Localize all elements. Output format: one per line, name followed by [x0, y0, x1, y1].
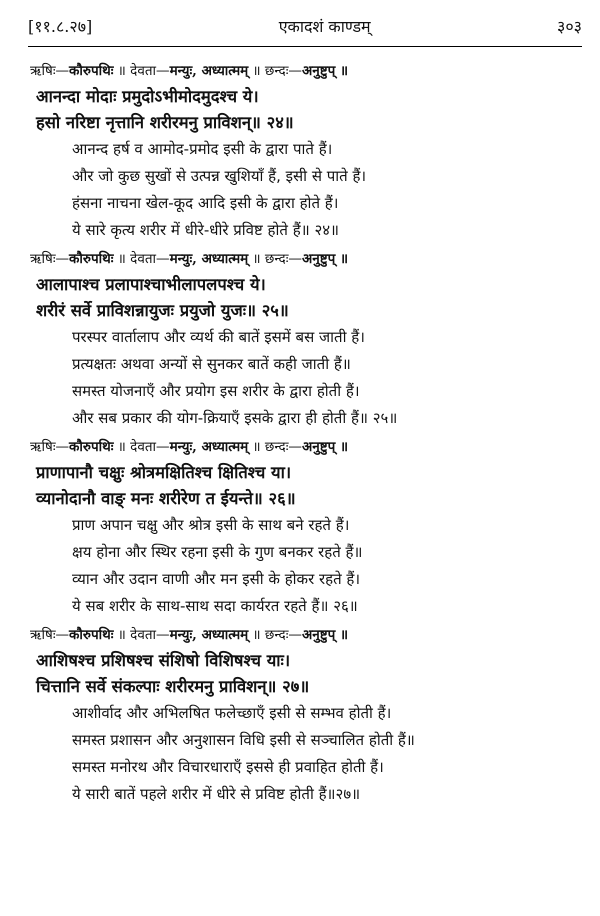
translation-line: व्यान और उदान वाणी और मन इसी के होकर रहते हैं।: [72, 570, 361, 588]
devata-name: मन्युः, अध्यात्मम्: [169, 63, 249, 79]
verse-meta: ऋषिः—कौरुपथिः ॥ देवता—मन्युः, अध्यात्मम् ॥ छन्दः—अनुष्टुप् ॥: [30, 63, 349, 79]
mantra-line: व्यानोदानौ वाङ् मनः शरीरेण त ईयन्ते॥ २६॥: [36, 489, 296, 508]
chhanda-name: अनुष्टुप् ॥: [301, 251, 349, 267]
translation-line: और जो कुछ सुखों से उत्पन्न खुशियाँ हैं, इसी से पाते हैं।: [72, 167, 367, 185]
mantra-line: हसो नरिष्टा नृत्तानि शरीरमनु प्राविशन्॥ २४॥: [36, 113, 294, 132]
rishi-name: कौरुपथिः: [69, 627, 114, 643]
translation-line: समस्त मनोरथ और विचारधाराएँ इससे ही प्रवाहित होती हैं।: [72, 758, 384, 776]
rishi-name: कौरुपथिः: [69, 439, 114, 455]
devata-name: मन्युः, अध्यात्मम्: [169, 439, 249, 455]
verse-meta: ऋषिः—कौरुपथिः ॥ देवता—मन्युः, अध्यात्मम् ॥ छन्दः—अनुष्टुप् ॥: [30, 251, 349, 267]
chhanda-name: अनुष्टुप् ॥: [301, 439, 349, 455]
translation-line: आनन्द हर्ष व आमोद-प्रमोद इसी के द्वारा पाते हैं।: [72, 140, 333, 158]
verse-section-24: [30, 60, 578, 244]
mantra-line: चित्तानि सर्वे संकल्पाः शरीरमनु प्राविशन्॥ २७॥: [36, 677, 310, 696]
chhanda-name: अनुष्टुप् ॥: [301, 627, 349, 643]
mantra-line: शरीरं सर्वे प्राविशन्नायुजः प्रयुजो युजः॥ २५॥: [36, 301, 289, 320]
verse-meta: ऋषिः—कौरुपथिः ॥ देवता—मन्युः, अध्यात्मम् ॥ छन्दः—अनुष्टुप् ॥: [30, 439, 349, 455]
mantra-line: आनन्दा मोदाः प्रमुदोऽभीमोदमुदश्च ये।: [36, 87, 259, 106]
devata-name: मन्युः, अध्यात्मम्: [169, 251, 249, 267]
page-header: [28, 6, 582, 46]
mantra-line: आशिषश्च प्रशिषश्च संशिषो विशिषश्च याः।: [36, 651, 291, 670]
rishi-name: कौरुपथिः: [69, 251, 114, 267]
devata-name: मन्युः, अध्यात्मम्: [169, 627, 249, 643]
translation-line: आशीर्वाद और अभिलषित फलेच्छाएँ इसी से सम्भव होती हैं।: [72, 704, 392, 722]
translation-line: प्रत्यक्षतः अथवा अन्यों से सुनकर बातें कही जाती हैं॥: [72, 355, 351, 373]
header-reference: [११.८.२७]: [28, 17, 93, 36]
mantra-line: प्राणापानौ चक्षुः श्रोत्रमक्षितिश्च क्षितिश्च या।: [36, 463, 292, 482]
translation-line: परस्पर वार्तालाप और व्यर्थ की बातें इसमें बस जाती हैं।: [72, 328, 365, 346]
translation-line: ये सब शरीर के साथ-साथ सदा कार्यरत रहते हैं॥ २६॥: [72, 597, 358, 615]
verse-section-25: [30, 248, 578, 432]
translation-line: समस्त योजनाएँ और प्रयोग इस शरीर के द्वारा होती हैं।: [72, 382, 360, 400]
mantra-line: आलापाश्च प्रलापाश्चाभीलापलपश्च ये।: [36, 275, 266, 294]
verse-section-27: [30, 624, 578, 808]
translation-line: प्राण अपान चक्षु और श्रोत्र इसी के साथ बने रहते हैं।: [72, 516, 350, 534]
translation-line: और सब प्रकार की योग-क्रियाएँ इसके द्वारा ही होती हैं॥ २५॥: [72, 409, 398, 427]
verse-meta: ऋषिः—कौरुपथिः ॥ देवता—मन्युः, अध्यात्मम् ॥ छन्दः—अनुष्टुप् ॥: [30, 627, 349, 643]
verse-section-26: [30, 436, 578, 620]
translation-line: ये सारी बातें पहले शरीर में धीरे से प्रविष्ट होती हैं॥२७॥: [72, 785, 361, 803]
header-title: एकादशं काण्डम्: [278, 17, 371, 36]
chhanda-name: अनुष्टुप् ॥: [301, 63, 349, 79]
page-content: [30, 60, 578, 812]
translation-line: ये सारे कृत्य शरीर में धीरे-धीरे प्रविष्ट होते हैं॥ २४॥: [72, 221, 340, 239]
translation-line: हंसना नाचना खेल-कूद आदि इसी के द्वारा होते हैं।: [72, 194, 339, 212]
translation-line: क्षय होना और स्थिर रहना इसी के गुण बनकर रहते हैं॥: [72, 543, 363, 561]
rishi-name: कौरुपथिः: [69, 63, 114, 79]
header-rule: [28, 46, 582, 47]
translation-line: समस्त प्रशासन और अनुशासन विधि इसी से सञ्चालित होती हैं॥: [72, 731, 415, 749]
page-number: ३०३: [557, 17, 582, 36]
